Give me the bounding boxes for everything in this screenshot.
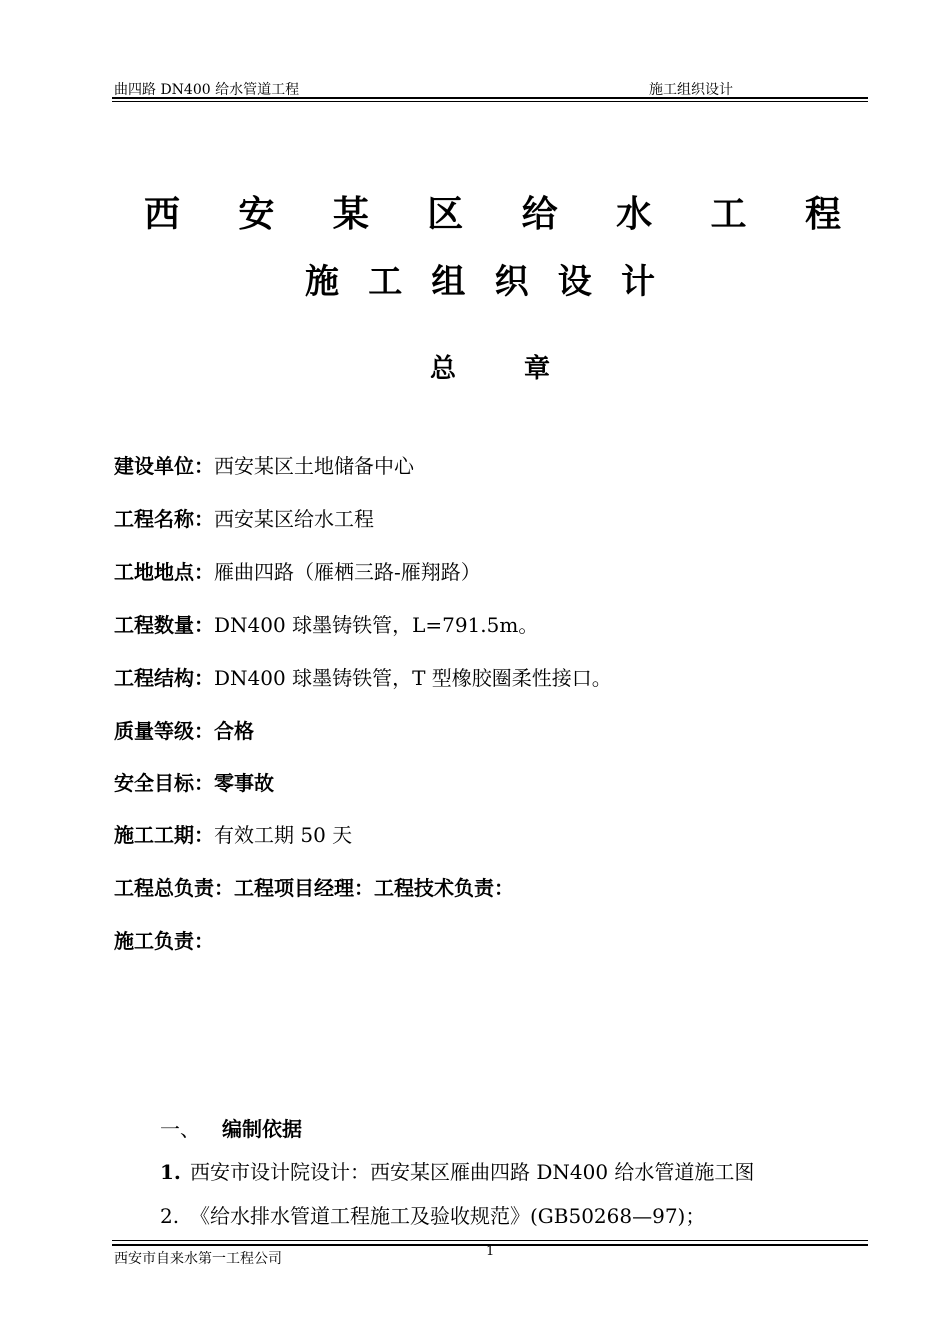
header-doc-type: 施工组织设计	[649, 82, 733, 98]
info-label: 建设单位：	[114, 454, 214, 478]
header-rule-thin	[112, 101, 868, 102]
info-project-name	[114, 503, 374, 532]
info-builder	[114, 450, 414, 479]
header-rule	[112, 97, 868, 99]
footer-company: 西安市自来水第一工程公司	[114, 1251, 282, 1267]
title-char: 施	[305, 262, 339, 302]
title-char: 某	[332, 194, 369, 235]
basis-item-text: 西安市设计院设计：西安某区雁曲四路 DN400 给水管道施工图	[190, 1160, 755, 1184]
basis-item-number: 2.	[160, 1204, 180, 1228]
chapter-char: 总	[430, 354, 457, 384]
info-label: 工程结构：	[114, 666, 214, 690]
page-number: 1	[486, 1244, 495, 1259]
section-number: 一、	[160, 1117, 200, 1141]
title-char: 西	[143, 194, 180, 235]
basis-item	[160, 1200, 705, 1229]
info-label: 工程总负责：工程项目经理：工程技术负责：	[114, 876, 514, 900]
info-label: 工程数量：	[114, 613, 214, 637]
title-char: 工	[368, 262, 403, 302]
info-construction-lead	[114, 925, 214, 954]
info-label: 安全目标：	[114, 771, 214, 795]
title-char: 安	[238, 194, 275, 235]
title-char: 水	[616, 194, 653, 235]
info-quality	[114, 715, 254, 744]
info-safety	[114, 767, 274, 796]
info-duration	[114, 819, 352, 848]
info-value: 西安某区土地储备中心	[214, 454, 414, 478]
info-label: 施工负责：	[114, 929, 214, 953]
info-structure	[114, 662, 612, 691]
main-title-line1	[140, 186, 845, 237]
info-responsible	[114, 872, 514, 901]
title-char: 组	[431, 262, 466, 302]
info-value: 西安某区给水工程	[214, 507, 374, 531]
section-title: 编制依据	[222, 1117, 302, 1141]
title-char: 程	[804, 194, 841, 235]
info-value: 零事故	[214, 771, 274, 795]
chapter-title	[430, 348, 550, 385]
section-heading	[160, 1113, 302, 1142]
main-title-line2	[300, 254, 660, 303]
info-value: 合格	[214, 719, 254, 743]
title-char: 织	[494, 262, 529, 302]
info-label: 工地地点：	[114, 560, 214, 584]
header-project-name: 曲四路 DN400 给水管道工程	[114, 82, 300, 98]
info-label: 施工工期：	[114, 823, 214, 847]
info-value: DN400 球墨铸铁管，L=791.5m。	[214, 613, 539, 637]
info-value: 有效工期 50 天	[214, 823, 353, 847]
footer-rule-thin	[112, 1240, 868, 1241]
title-char: 区	[427, 194, 464, 235]
info-quantity	[114, 609, 538, 638]
title-char: 给	[521, 194, 558, 235]
info-label: 工程名称：	[114, 507, 214, 531]
info-value: 雁曲四路（雁栖三路-雁翔路）	[214, 560, 481, 584]
chapter-char: 章	[523, 354, 550, 384]
title-char: 工	[710, 194, 747, 235]
basis-item	[160, 1156, 754, 1185]
info-label: 质量等级：	[114, 719, 214, 743]
title-char: 计	[620, 262, 655, 302]
info-value: DN400 球墨铸铁管，T 型橡胶圈柔性接口。	[214, 666, 612, 690]
info-site	[114, 556, 481, 585]
basis-item-text: 《给水排水管道工程施工及验收规范》(GB50268—97)；	[190, 1204, 706, 1228]
title-char: 设	[557, 262, 592, 302]
basis-item-number: 1.	[160, 1160, 181, 1184]
